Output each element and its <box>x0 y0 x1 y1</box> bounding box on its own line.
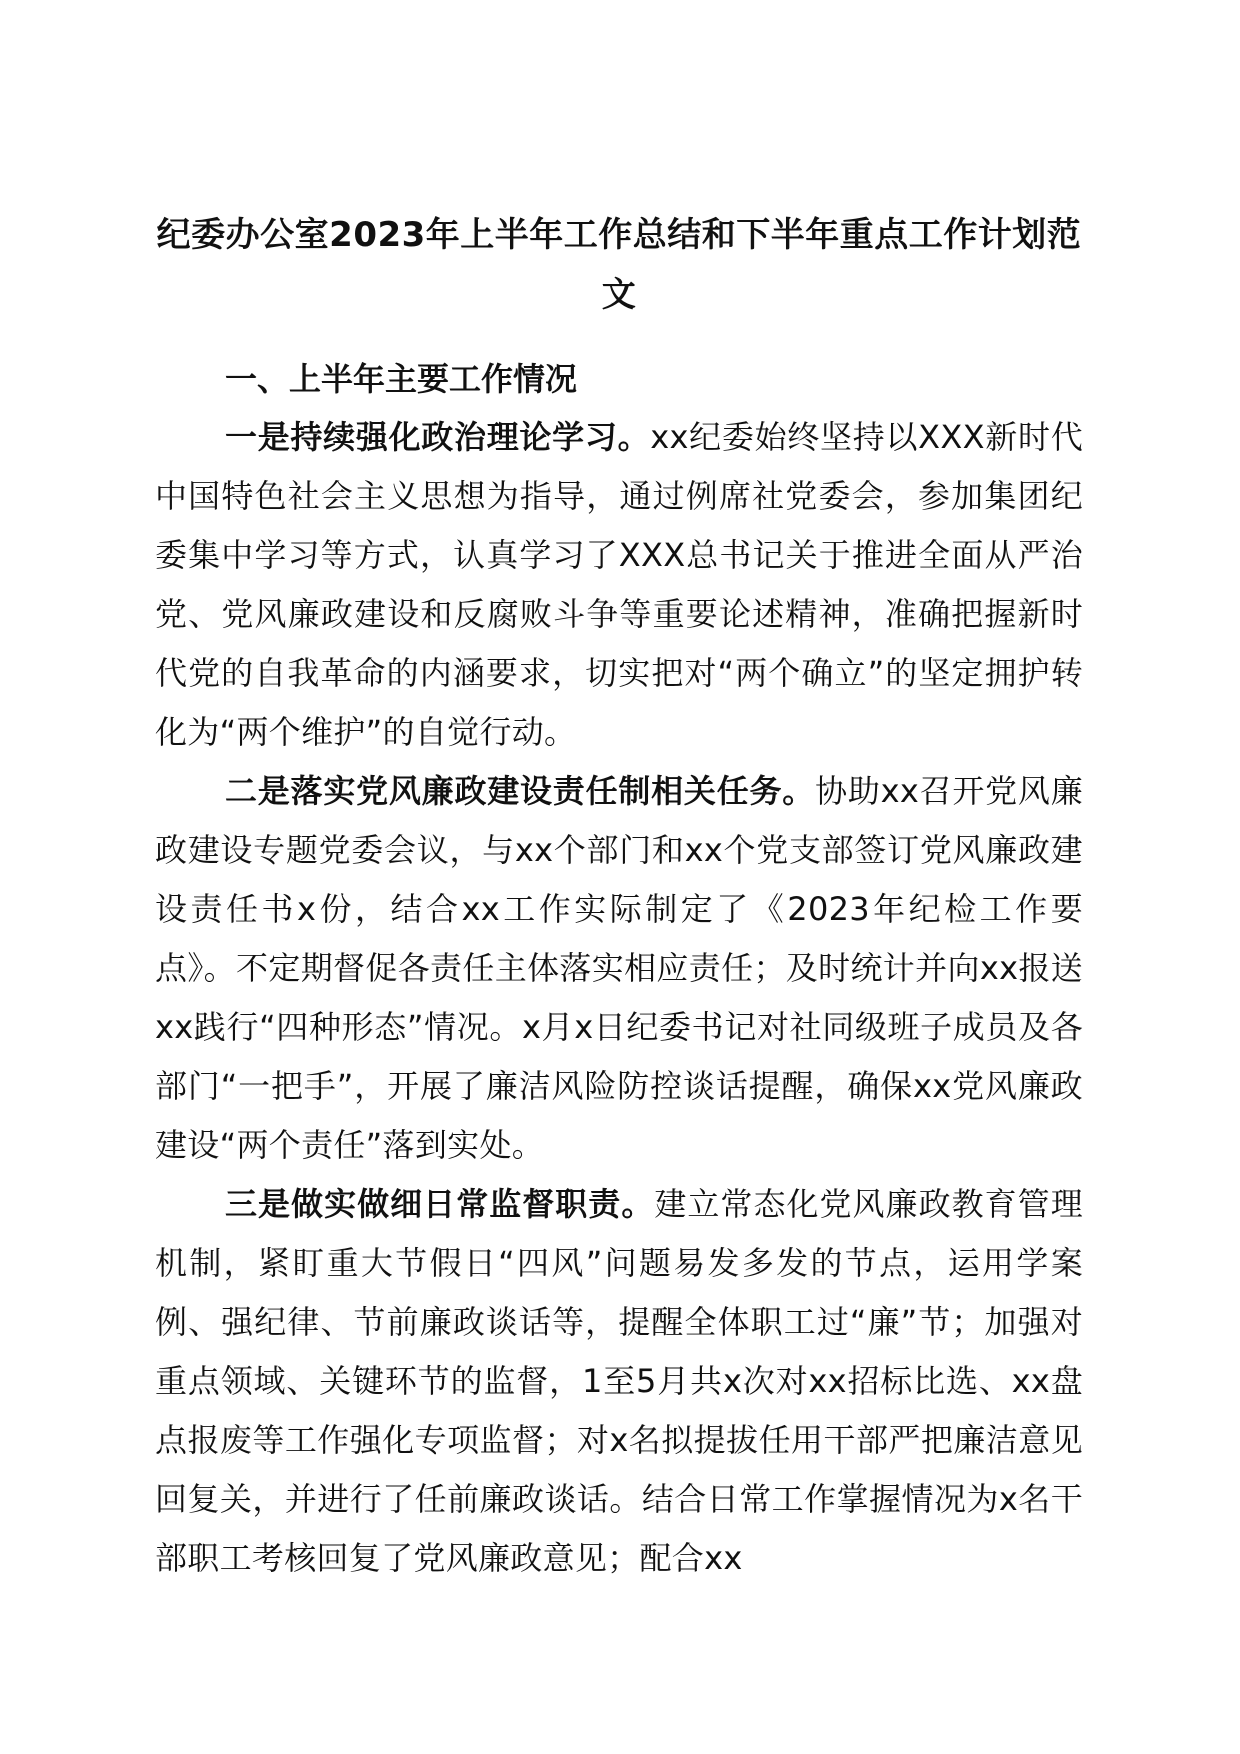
paragraph-1 <box>155 408 1083 762</box>
section-heading: 一、上半年主要工作情况 <box>225 360 578 398</box>
paragraph-1-text: xx纪委始终坚持以XXX新时代中国特色社会主义思想为指导，通过例席社党委会，参加集团纪委集中学习等方式，认真学习了XXX总书记关于推进全面从严治党、党风廉政建设和反腐败斗争等重要论述精神，准确把握新时代党的自我革命的内涵要求，切实把对“两个确立”的坚定拥护转化为“两个维护”的自觉行动。 <box>155 418 1083 751</box>
document-body <box>155 350 1083 1588</box>
paragraph-3-lead: 三是做实做细日常监督职责。 <box>225 1185 655 1223</box>
paragraph-1-lead: 一是持续强化政治理论学习。 <box>225 418 651 456</box>
paragraph-3-text: 建立常态化党风廉政教育管理机制，紧盯重大节假日“四风”问题易发多发的节点，运用学案例、强纪律、节前廉政谈话等，提醒全体职工过“廉”节；加强对重点领域、关键环节的监督，1至5月共x次对xx招标比选、xx盘点报废等工作强化专项监督；对x名拟提拔任用干部严把廉洁意见回复关，并进行了任前廉政谈话。结合日常工作掌握情况为x名干部职工考核回复了党风廉政意见；配合xx <box>155 1185 1083 1577</box>
paragraph-2 <box>155 762 1083 1175</box>
paragraph-2-text: 协助xx召开党风廉政建设专题党委会议，与xx个部门和xx个党支部签订党风廉政建设责任书x份，结合xx工作实际制定了《2023年纪检工作要点》。不定期督促各责任主体落实相应责任；及时统计并向xx报送xx践行“四种形态”情况。x月x日纪委书记对社同级班子成员及各部门“一把手”，开展了廉洁风险防控谈话提醒，确保xx党风廉政建设“两个责任”落到实处。 <box>155 772 1084 1164</box>
document-title: 纪委办公室2023年上半年工作总结和下半年重点工作计划范文 <box>156 215 1082 315</box>
paragraph-3 <box>155 1175 1083 1588</box>
paragraph-2-lead: 二是落实党风廉政建设责任制相关任务。 <box>225 772 816 810</box>
